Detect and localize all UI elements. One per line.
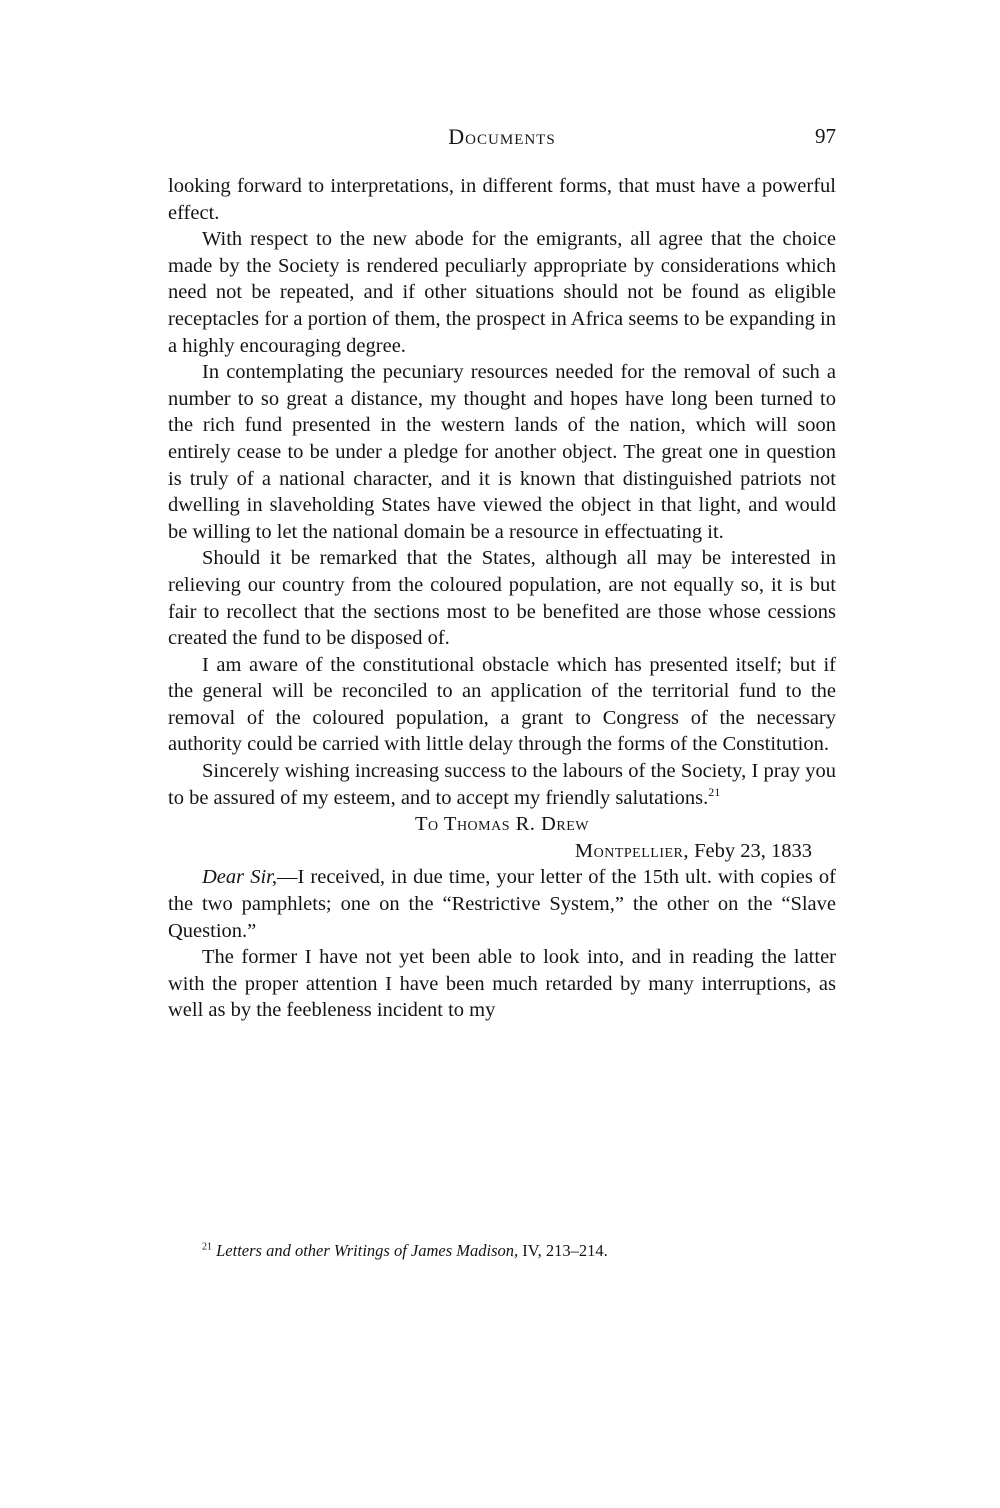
dateline — [168, 838, 836, 865]
footnote-citation: IV, 213–214. — [518, 1241, 608, 1260]
dateline-date: Feby 23, 1833 — [694, 839, 812, 862]
running-title: Documents — [448, 124, 556, 149]
salutation: Dear Sir, — [202, 866, 277, 889]
paragraph-states-interest: Should it be remarked that the States, although all may be interested in relieving our country from the coloured population, are not equally so, it is but fair to recollect that the sections most to be benefited are those whose cessions created the fund to be disposed of. — [168, 547, 836, 650]
text-column — [168, 173, 836, 1024]
footnote-reference[interactable]: 21 — [708, 784, 721, 799]
paragraph-continuation: looking forward to interpretations, in different forms, that must have a powerful effect. — [168, 175, 836, 224]
running-head — [168, 124, 836, 156]
footnote-mark: 21 — [202, 1241, 212, 1253]
footnote — [168, 1240, 836, 1262]
page-number: 97 — [815, 124, 836, 148]
paragraph-new-abode: With respect to the new abode for the emigrants, all agree that the choice made by the Society is rendered peculiarly appropriate by considerations which need not be repeated, and if other situations should not be found as eligible receptacles for a portion of them, the prospect in Africa seems to be expanding in a highly encouraging degree. — [168, 228, 836, 357]
closing-text: Sincerely wishing increasing success to the labours of the Society, I pray you to be assured of my esteem, and to accept my friendly salutations. — [168, 760, 836, 809]
dateline-place: Montpellier, — [574, 839, 689, 862]
letter-opening-text: —I received, in due time, your letter of the 15th ult. with copies of the two pamphlets; one on the “Restrictive System,” the other on the “Slave Question.” — [168, 866, 836, 942]
letter-heading: To Thomas R. Drew — [415, 813, 589, 836]
paragraph-pamphlets: The former I have not yet been able to look into, and in reading the latter with the proper attention I have been much retarded by many interruptions, as well as by the feebleness incident to my — [168, 946, 836, 1022]
footnote-title: Letters and other Writings of James Madison, — [216, 1241, 519, 1260]
paragraph-closing — [168, 758, 836, 811]
paragraph-letter-opening — [168, 864, 836, 944]
paragraph-constitutional-obstacle: I am aware of the constitutional obstacle which has presented itself; but if the general will be reconciled to an application of the territorial fund to the removal of the coloured population, a grant to Congress of the necessary authority could be carried with little delay through the forms of the Constitution. — [168, 653, 836, 756]
paragraph-pecuniary-resources: In contemplating the pecuniary resources needed for the removal of such a number to so great a distance, my thought and hopes have long been turned to the rich fund presented in the western lands of the nation, which will soon entirely cease to be under a pledge for another object. The great one in question is truly of a national character, and it is known that distinguished patriots not dwelling in slaveholding States have viewed the object in that light, and would be willing to let the national domain be a resource in effectuating it. — [168, 361, 836, 543]
